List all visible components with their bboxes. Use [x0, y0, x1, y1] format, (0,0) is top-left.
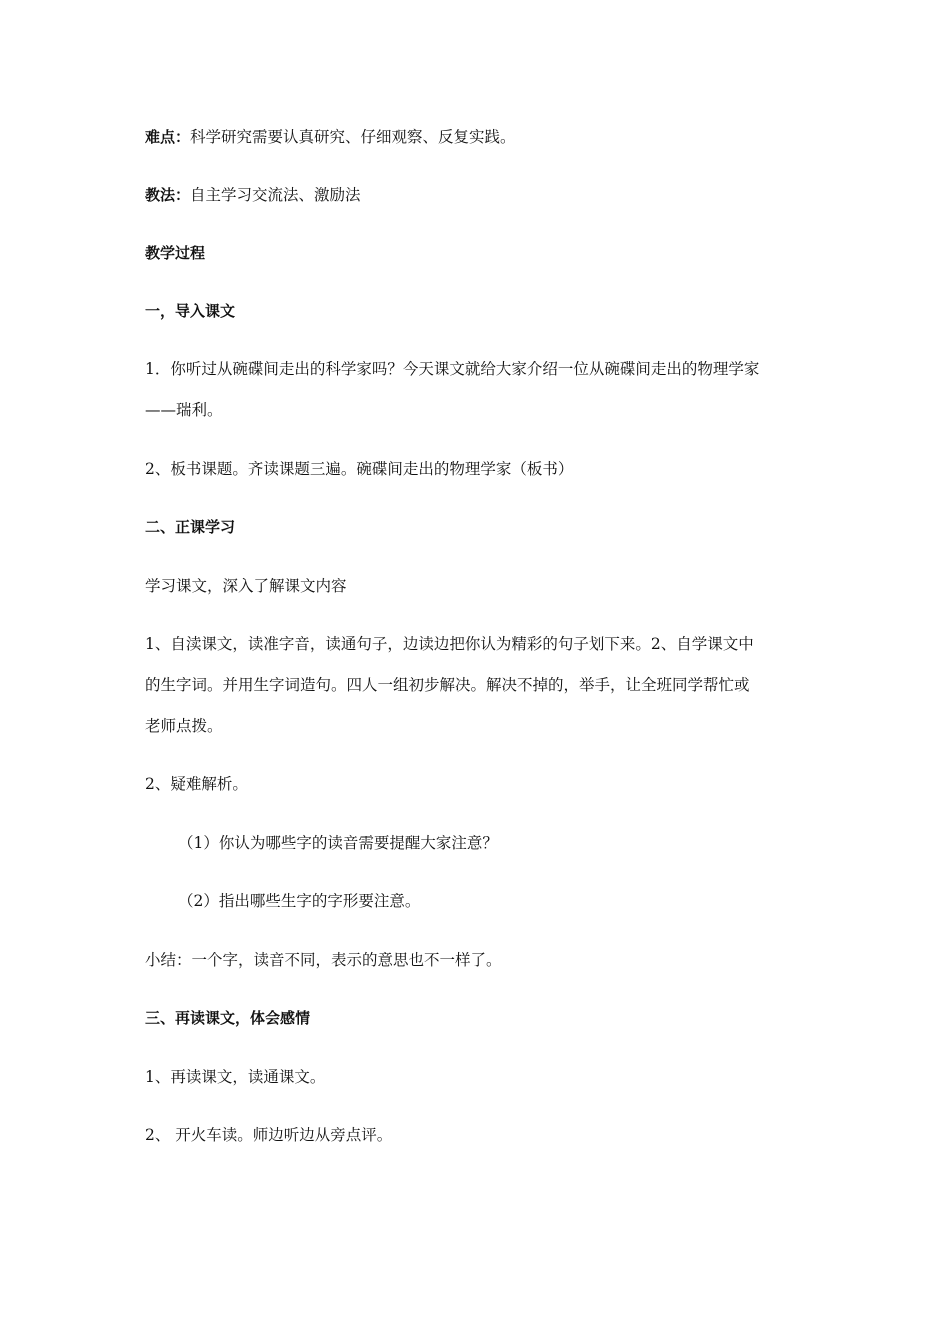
- method-text: 自主学习交流法、激励法: [190, 186, 361, 204]
- difficulty-label: 难点：: [145, 128, 191, 146]
- difficulty-line: [145, 126, 516, 148]
- section1-item2: 2、板书课题。齐读课题三遍。碗碟间走出的物理学家（板书）: [145, 460, 574, 478]
- section3-item1: 1、再读课文，读通课文。: [145, 1068, 326, 1086]
- difficulty-text: 科学研究需要认真研究、仔细观察、反复实践。: [190, 128, 516, 146]
- section2-item1-line3: 老师点拨。: [145, 717, 223, 735]
- section2-sub2: （2）指出哪些生字的字形要注意。: [178, 892, 421, 910]
- section2-sub1: （1）你认为哪些字的读音需要提醒大家注意？: [178, 834, 498, 852]
- section2-item1-line1: 1、自渎课文，读准字音，读通句子，边读边把你认为精彩的句子划下来。2、自学课文中: [145, 635, 754, 653]
- method-label: 教法：: [145, 186, 191, 204]
- section2-item2: 2、疑难解析。: [145, 775, 248, 793]
- section3-heading: 三、再读课文，体会感情: [145, 1009, 311, 1027]
- section1-heading: 一，导入课文: [145, 302, 236, 320]
- method-line: [145, 184, 361, 206]
- section1-item1-line2: ——瑞利。: [145, 401, 223, 419]
- section2-intro: 学习课文，深入了解课文内容: [145, 577, 347, 595]
- process-heading: 教学过程: [145, 244, 206, 262]
- section2-item1-line2: 的生字词。并用生字词造句。四人一组初步解决。解决不掉的，举手，让全班同学帮忙或: [145, 676, 750, 694]
- section2-heading: 二、正课学习: [145, 518, 236, 536]
- section3-item2: 2、 开火车读。师边听边从旁点评。: [145, 1126, 393, 1144]
- section1-item1-line1: 1．你听过从碗碟间走出的科学家吗？今天课文就给大家介绍一位从碗碟间走出的物理学家: [145, 360, 760, 378]
- section2-summary: 小结：一个字，读音不同，表示的意思也不一样了。: [145, 951, 502, 969]
